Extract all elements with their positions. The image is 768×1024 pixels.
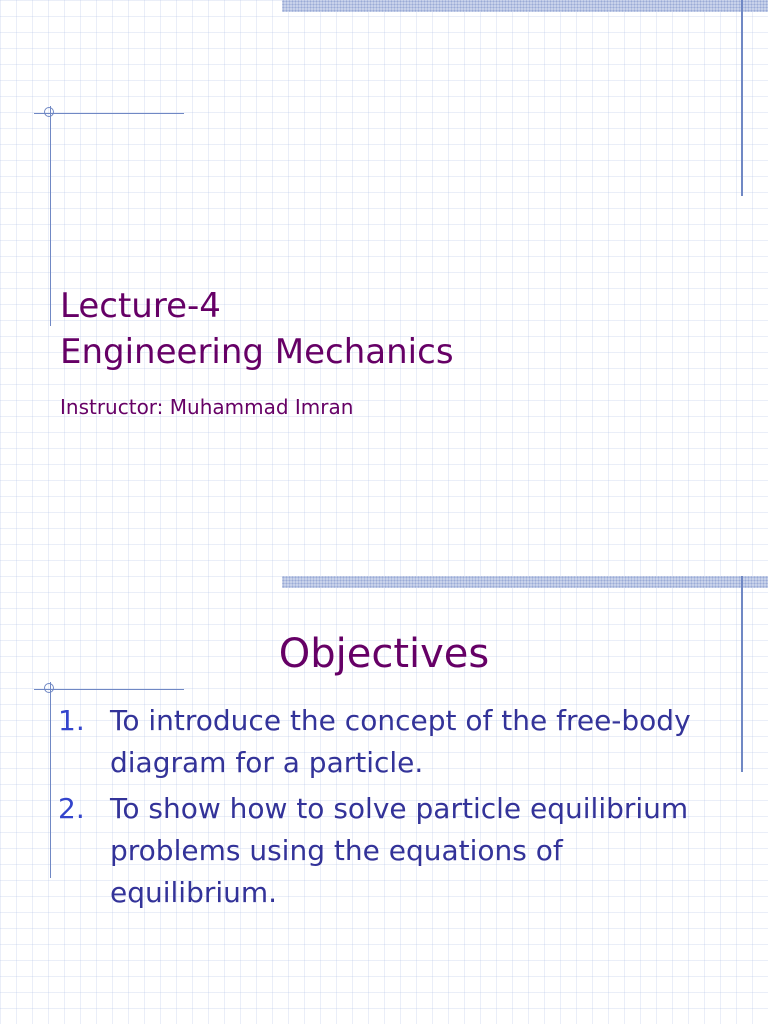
list-item-number: 1. xyxy=(58,704,85,737)
list-item-text: To introduce the concept of the free-body diagram for a particle. xyxy=(110,704,691,779)
instructor-line: Instructor: Muhammad Imran xyxy=(60,395,354,419)
ring-ornament-icon xyxy=(44,683,54,693)
course-name: Engineering Mechanics xyxy=(60,332,454,372)
top-decorative-band xyxy=(282,0,768,12)
objectives-heading: Objectives xyxy=(278,631,490,677)
left-decorative-rule xyxy=(50,682,51,878)
list-item xyxy=(58,700,698,784)
list-item-text: To show how to solve particle equilibrium problems using the equations of equilibrium. xyxy=(110,792,689,909)
lecture-number: Lecture-4 xyxy=(60,286,221,326)
ring-ornament-icon xyxy=(44,107,54,117)
objectives-list xyxy=(58,700,698,918)
horizontal-decorative-rule xyxy=(34,113,184,114)
list-item-number: 2. xyxy=(58,792,85,825)
list-item xyxy=(58,788,698,914)
objectives-slide xyxy=(0,576,768,1024)
left-decorative-rule xyxy=(50,106,51,326)
right-decorative-rule xyxy=(741,0,743,196)
top-decorative-band xyxy=(282,576,768,588)
horizontal-decorative-rule xyxy=(34,689,184,690)
lecture-title xyxy=(60,283,454,375)
